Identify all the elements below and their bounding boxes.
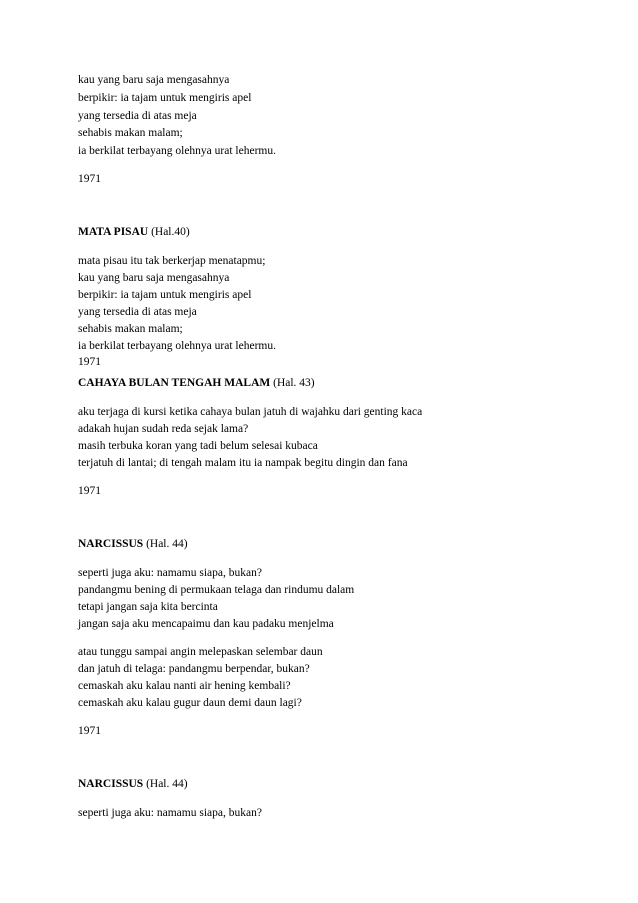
poem-year: 1971 [78, 725, 101, 737]
poem-line: atau tunggu sampai angin melepaskan selembar daun [78, 646, 323, 658]
poem-line: kau yang baru saja mengasahnya [78, 272, 230, 284]
poem-heading [78, 777, 188, 792]
poem-page-ref: (Hal. 43) [273, 377, 315, 389]
poem-line: berpikir: ia tajam untuk mengiris apel [78, 289, 252, 301]
poem-year: 1971 [78, 485, 101, 497]
poem-line: seperti juga aku: namamu siapa, bukan? [78, 567, 262, 579]
poem-line: kau yang baru saja mengasahnya [78, 74, 230, 86]
poem-title: NARCISSUS [78, 778, 144, 790]
poem-line: pandangmu bening di permukaan telaga dan rindumu dalam [78, 584, 355, 596]
poem-year: 1971 [78, 173, 101, 185]
poem-line: mata pisau itu tak berkerjap menatapmu; [78, 255, 266, 267]
poem-line: tetapi jangan saja kita bercinta [78, 601, 218, 613]
poem-line: terjatuh di lantai; di tengah malam itu ia nampak begitu dingin dan fana [78, 457, 408, 469]
poem-line: cemaskah aku kalau nanti air hening kembali? [78, 680, 291, 692]
poem-page-ref: (Hal. 44) [146, 778, 188, 790]
poem-page-ref: (Hal. 44) [146, 538, 188, 550]
poem-heading [78, 376, 315, 391]
poem-line: yang tersedia di atas meja [78, 306, 197, 318]
poem-line: cemaskah aku kalau gugur daun demi daun lagi? [78, 697, 302, 709]
poem-title: CAHAYA BULAN TENGAH MALAM [78, 377, 271, 389]
poem-line: aku terjaga di kursi ketika cahaya bulan jatuh di wajahku dari genting kaca [78, 406, 423, 418]
poem-line: sehabis makan malam; [78, 127, 183, 139]
poem-line: seperti juga aku: namamu siapa, bukan? [78, 807, 262, 819]
poem-line: adakah hujan sudah reda sejak lama? [78, 423, 249, 435]
poem-title: NARCISSUS [78, 538, 144, 550]
poem-line: ia berkilat terbayang olehnya urat lehermu. [78, 340, 276, 352]
poem-line: yang tersedia di atas meja [78, 110, 197, 122]
poem-page-ref: (Hal.40) [151, 226, 190, 238]
poem-line: jangan saja aku mencapaimu dan kau padaku menjelma [78, 618, 334, 630]
poem-line: dan jatuh di telaga: pandangmu berpendar, bukan? [78, 663, 310, 675]
poem-line: berpikir: ia tajam untuk mengiris apel [78, 92, 252, 104]
poem-heading [78, 537, 188, 552]
poem-line: ia berkilat terbayang olehnya urat lehermu. [78, 145, 276, 157]
poem-line: masih terbuka koran yang tadi belum selesai kubaca [78, 440, 318, 452]
poem-year: 1971 [78, 356, 101, 368]
poem-title: MATA PISAU [78, 226, 149, 238]
poem-heading [78, 225, 190, 240]
poem-line: sehabis makan malam; [78, 323, 183, 335]
